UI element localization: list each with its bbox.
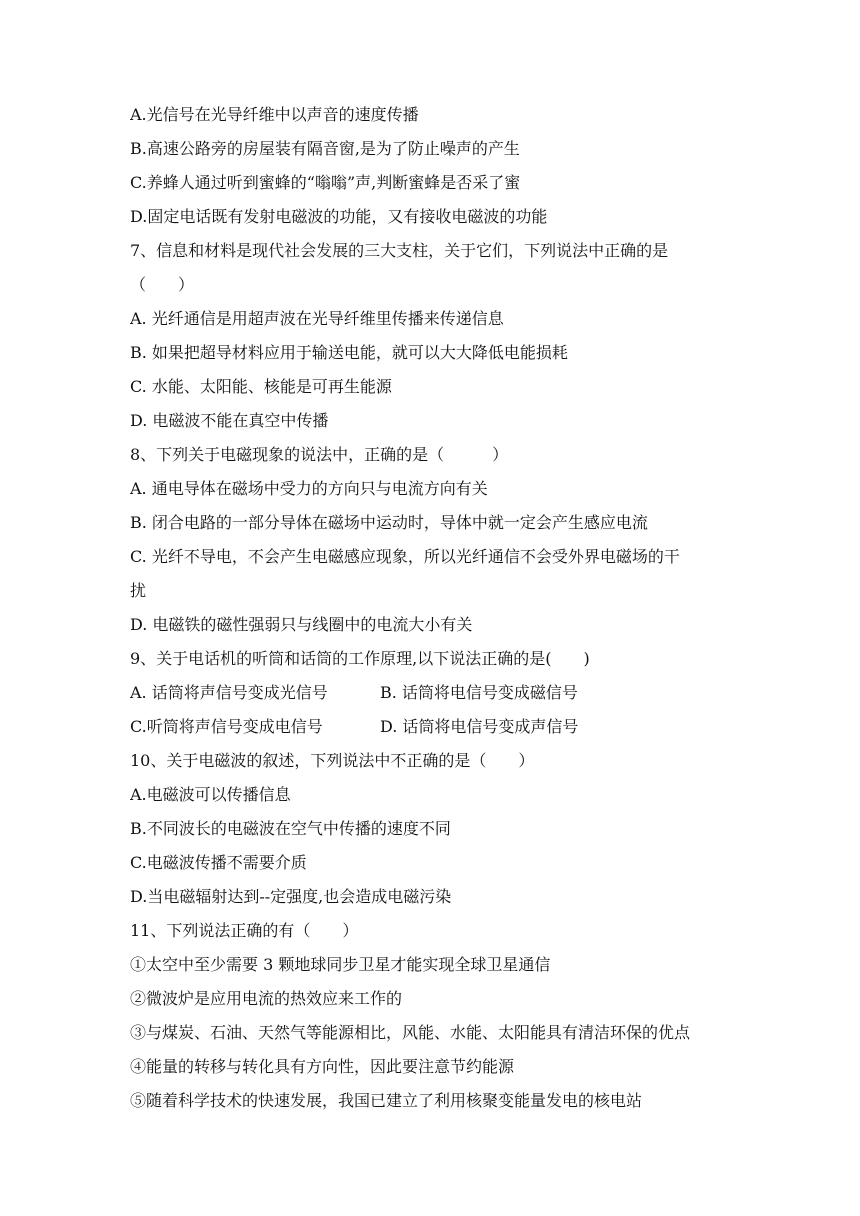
q8-option-c-line2: 扰	[130, 581, 147, 600]
q11-statement-3: ③与煤炭、石油、天然气等能源相比，风能、水能、太阳能具有清洁环保的优点	[130, 1023, 691, 1042]
q9-option-a: A. 话筒将声信号变成光信号	[130, 683, 328, 702]
q7-option-d: D. 电磁波不能在真空中传播	[130, 411, 329, 430]
q11-statement-1: ①太空中至少需要 3 颗地球同步卫星才能实现全球卫星通信	[130, 955, 551, 974]
q6-option-b: B.高速公路旁的房屋装有隔音窗,是为了防止噪声的产生	[130, 139, 520, 158]
q9-stem: 9、关于电话机的听筒和话筒的工作原理,以下说法正确的是( )	[130, 649, 590, 668]
q7-answer-paren: （ ）	[130, 275, 195, 294]
q7-option-c: C. 水能、太阳能、核能是可再生能源	[130, 377, 392, 396]
q6-option-a: A.光信号在光导纤维中以声音的速度传播	[130, 105, 419, 124]
q10-stem: 10、关于电磁波的叙述，下列说法中不正确的是（ ）	[130, 751, 535, 770]
q11-statement-5: ⑤随着科学技术的快速发展，我国已建立了利用核聚变能量发电的核电站	[130, 1091, 643, 1110]
q10-option-a: A.电磁波可以传播信息	[130, 785, 291, 804]
q10-option-d: D.当电磁辐射达到--定强度,也会造成电磁污染	[130, 887, 452, 906]
q8-option-a: A. 通电导体在磁场中受力的方向只与电流方向有关	[130, 479, 488, 498]
q7-option-b: B. 如果把超导材料应用于输送电能，就可以大大降低电能损耗	[130, 343, 568, 362]
q8-option-c-line1: C. 光纤不导电，不会产生电磁感应现象，所以光纤通信不会受外界电磁场的干	[130, 547, 680, 566]
q11-stem: 11、下列说法正确的有（ ）	[130, 921, 359, 940]
q8-option-d: D. 电磁铁的磁性强弱只与线圈中的电流大小有关	[130, 615, 473, 634]
q7-stem: 7、信息和材料是现代社会发展的三大支柱，关于它们，下列说法中正确的是	[130, 241, 669, 260]
q6-option-d: D.固定电话既有发射电磁波的功能，又有接收电磁波的功能	[130, 207, 548, 226]
q9-option-c: C.听筒将声信号变成电信号	[130, 717, 323, 736]
q10-option-c: C.电磁波传播不需要介质	[130, 853, 307, 872]
q9-option-b: B. 话筒将电信号变成磁信号	[380, 683, 578, 702]
q8-option-b: B. 闭合电路的一部分导体在磁场中运动时，导体中就一定会产生感应电流	[130, 513, 648, 532]
q11-statement-4: ④能量的转移与转化具有方向性，因此要注意节约能源	[130, 1057, 515, 1076]
q8-stem: 8、下列关于电磁现象的说法中，正确的是（ ）	[130, 445, 509, 464]
q9-options-row1	[130, 676, 750, 710]
q9-option-d: D. 话筒将电信号变成声信号	[380, 717, 579, 736]
q10-option-b: B.不同波长的电磁波在空气中传播的速度不同	[130, 819, 451, 838]
q6-option-c: C.养蜂人通过听到蜜蜂的“嗡嗡”声,判断蜜蜂是否采了蜜	[130, 173, 521, 192]
q7-option-a: A. 光纤通信是用超声波在光导纤维里传播来传递信息	[130, 309, 504, 328]
q11-statement-2: ②微波炉是应用电流的热效应来工作的	[130, 989, 403, 1008]
q9-options-row2	[130, 710, 750, 744]
